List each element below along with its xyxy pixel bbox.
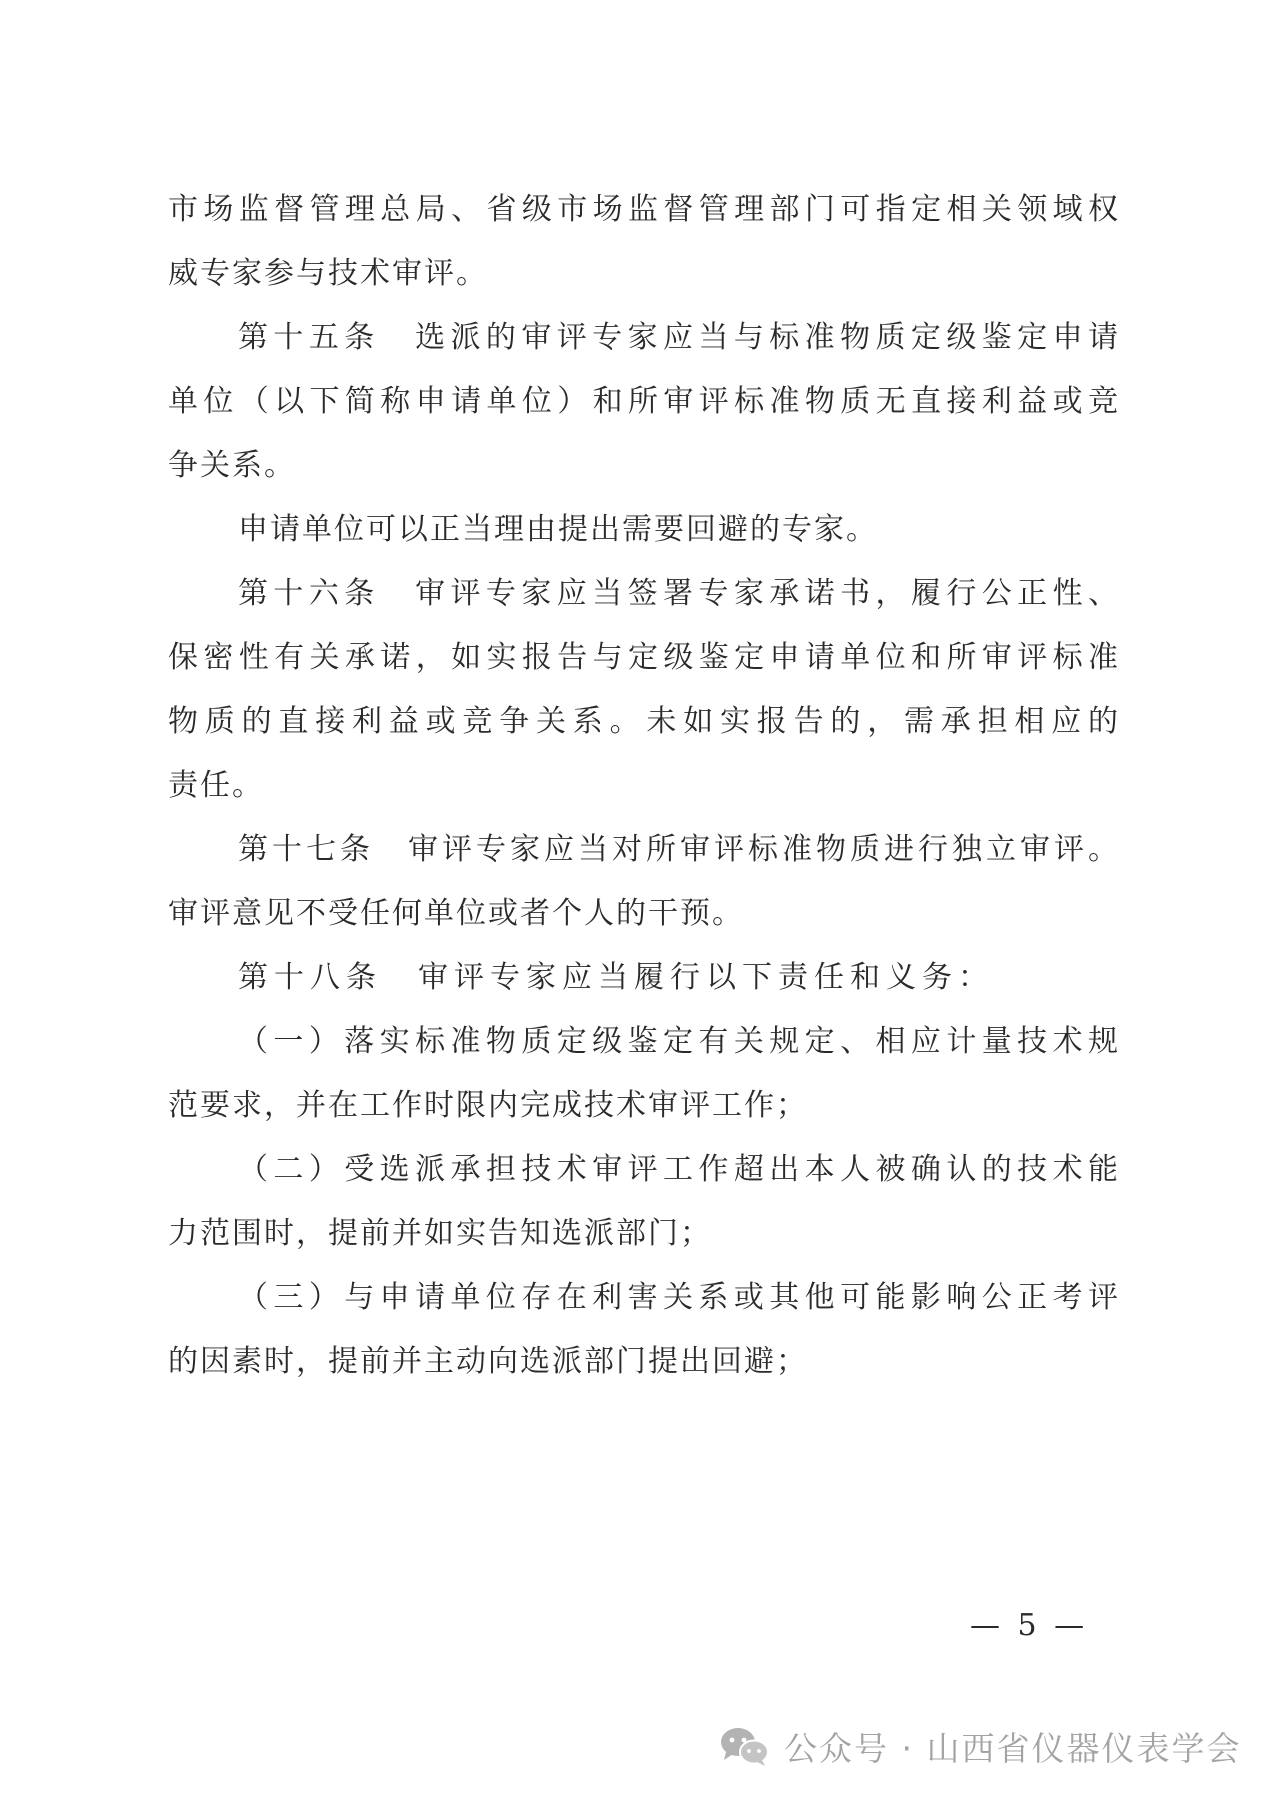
list-item-line: （三）与申请单位存在利害关系或其他可能影响公正考评 <box>238 1280 1120 1315</box>
article-16-heading-line: 第十六条 审评专家应当签署专家承诺书，履行公正性、 <box>238 576 1120 611</box>
body-line: 力范围时，提前并如实告知选派部门； <box>168 1216 712 1251</box>
article-15-heading-line: 第十五条 选派的审评专家应当与标准物质定级鉴定申请 <box>238 320 1120 355</box>
article-17-heading-line: 第十七条 审评专家应当对所审评标准物质进行独立审评。 <box>238 832 1120 867</box>
article-18-heading-line: 第十八条 审评专家应当履行以下责任和义务： <box>238 960 994 995</box>
body-line: 审评意见不受任何单位或者个人的干预。 <box>168 896 744 931</box>
wechat-icon <box>718 1724 770 1768</box>
body-line: 市场监督管理总局、省级市场监督管理部门可指定相关领域权 <box>168 192 1120 227</box>
body-line: 威专家参与技术审评。 <box>168 256 488 291</box>
watermark-text: 公众号 · 山西省仪器仪表学会 <box>784 1728 1242 1768</box>
page-number: — 5 — <box>970 1608 1089 1643</box>
account-watermark <box>718 1722 1241 1770</box>
body-line: 范要求，并在工作时限内完成技术审评工作； <box>168 1088 808 1123</box>
body-line: 争关系。 <box>168 448 296 483</box>
list-item-line: （二）受选派承担技术审评工作超出本人被确认的技术能 <box>238 1152 1120 1187</box>
body-line: 物质的直接利益或竞争关系。未如实报告的，需承担相应的 <box>168 704 1120 739</box>
list-item-line: （一）落实标准物质定级鉴定有关规定、相应计量技术规 <box>238 1024 1120 1059</box>
body-line: 的因素时，提前并主动向选派部门提出回避； <box>168 1344 808 1379</box>
body-line: 单位（以下简称申请单位）和所审评标准物质无直接利益或竞 <box>168 384 1120 419</box>
body-line: 申请单位可以正当理由提出需要回避的专家。 <box>238 512 878 547</box>
body-line: 责任。 <box>168 768 264 803</box>
body-line: 保密性有关承诺，如实报告与定级鉴定申请单位和所审评标准 <box>168 640 1120 675</box>
